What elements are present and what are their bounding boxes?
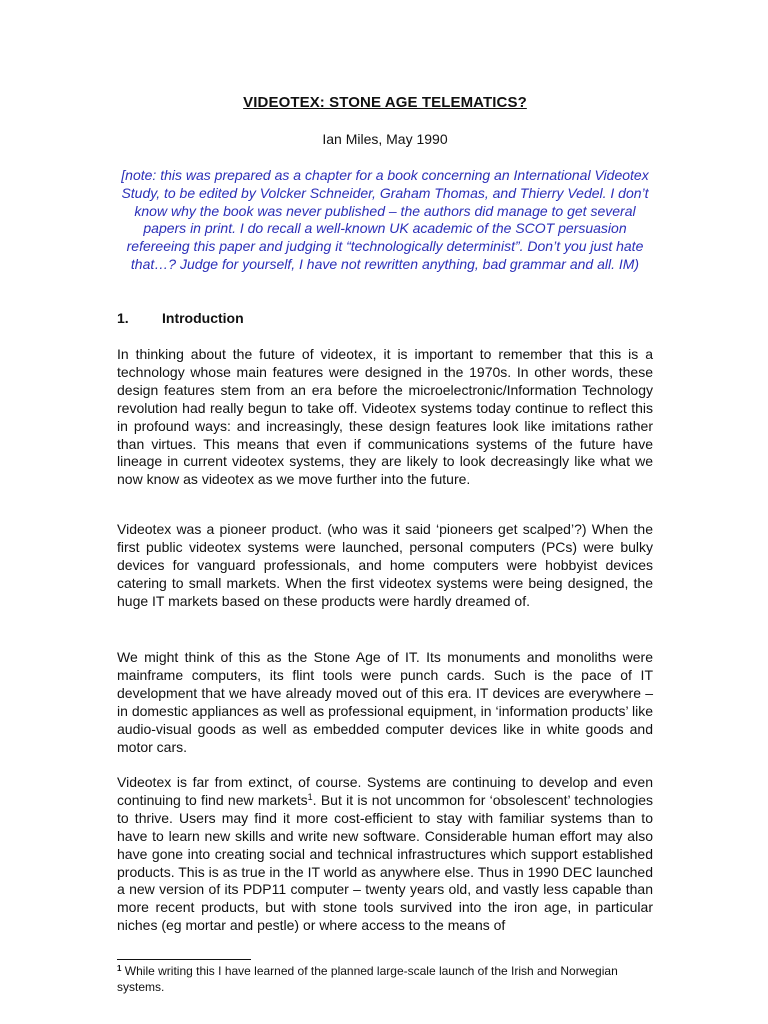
- footnote-text: While writing this I have learned of the planned large-scale launch of the Irish and Norwegian systems.: [117, 964, 618, 994]
- document-page: [117, 0, 653, 1024]
- paragraph-2: Videotex was a pioneer product. (who was it said ‘pioneers get scalped’?) When the first public videotex systems were launched, personal computers (PCs) were bulky devices for vanguard professionals, and home computers were hobbyist devices catering to small markets. When the first videotex systems were being designed, the huge IT markets based on these products were hardly dreamed of.: [117, 521, 653, 609]
- paragraph-4-text-end: . But it is not uncommon for ‘obsolescent’ technologies to thrive. Users may find it more cost-efficient to stay with familiar systems than to have to learn new skills and write new software. Considerable human effort may also have gone into creating social and technical infrastructures which support established products. This is as true in the IT world as anywhere else. Thus in 1990 DEC launched a new version of its PDP11 computer – twenty years old, and vastly less capable than more recent products, but with stone tools survived into the iron age, in particular niches (eg mortar and pestle) or where access to the means of: [117, 791, 653, 934]
- paragraph-4-text-start: Videotex is far from extinct, of course. Systems are continuing to develop and even continuing to find new markets: [117, 774, 653, 808]
- document-title: VIDEOTEX: STONE AGE TELEMATICS?: [243, 94, 527, 111]
- section-heading: [117, 310, 244, 326]
- paragraph-1: In thinking about the future of videotex, it is important to remember that this is a technology whose main features were designed in the 1970s. In other words, these design features stem from an era before the microelectronic/Information Technology revolution had really begun to take off. Videotex systems today continue to reflect this in profound ways: and increasingly, these design features look like imitations rather than virtues. This means that even if communications systems of the future have lineage in current videotex systems, they are likely to look decreasingly like what we now know as videotex as we move further into the future.: [117, 346, 653, 488]
- author-line: Ian Miles, May 1990: [322, 131, 448, 147]
- paragraph-3: We might think of this as the Stone Age of IT. Its monuments and monoliths were mainframe computers, its flint tools were punch cards. Such is the pace of IT development that we have already moved out of this era. IT devices are everywhere – in domestic appliances as well as professional equipment, in ‘information products’ like audio-visual goods as well as embedded computer devices like in white goods and motor cars.: [117, 649, 653, 755]
- editorial-note: [note: this was prepared as a chapter for a book concerning an International Videotex Study, to be edited by Volcker Schneider, Graham Thomas, and Thierry Vedel. I don’t know why the book was never published – the authors did manage to get several papers in print. I do recall a well-known UK academic of the SCOT persuasion refereeing this paper and judging it “technologically determinist”. Don’t you just hate that…? Judge for yourself, I have not rewritten anything, bad grammar and all. IM): [121, 167, 649, 272]
- paragraph-4: [117, 774, 653, 935]
- footnote-divider: [117, 959, 251, 960]
- footnote-marker: 1: [117, 964, 122, 973]
- section-number: 1.: [117, 310, 129, 326]
- footnote: [117, 963, 653, 995]
- footnote-reference[interactable]: 1: [307, 791, 313, 802]
- section-title: Introduction: [162, 310, 244, 326]
